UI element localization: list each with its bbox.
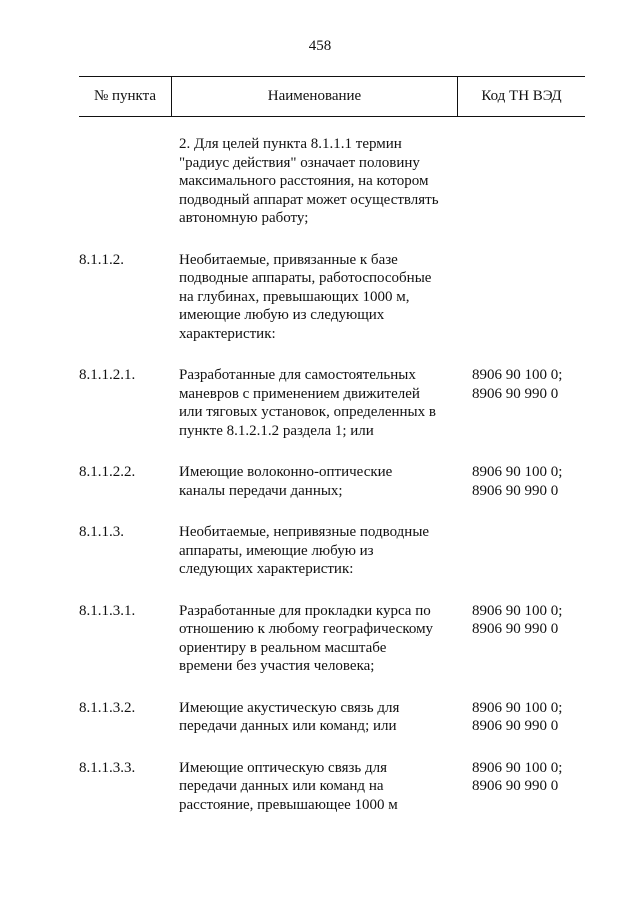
- tn-ved-code-line: 8906 90 990 0: [472, 621, 559, 637]
- header-name: Наименование: [172, 77, 458, 116]
- item-name: [179, 463, 464, 500]
- item-name-line: аппараты, имеющие любую из: [179, 542, 374, 559]
- item-name-line: передачи данных или команд; или: [179, 718, 397, 734]
- item-name-line: Имеющие оптическую связь для: [179, 759, 388, 776]
- tn-ved-code-line: 8906 90 990 0: [472, 778, 559, 794]
- tn-ved-code-line: 8906 90 100 0;: [472, 602, 563, 619]
- item-number: 8.1.1.2.: [79, 251, 124, 268]
- item-name-line: отношению к любому географическому: [179, 621, 434, 637]
- table-header: [79, 76, 585, 117]
- item-name-line: характеристик:: [179, 325, 276, 342]
- item-name-line: ориентиру в реальном масштабе: [179, 639, 387, 656]
- item-name-line: на глубинах, превышающих 1000 м,: [179, 288, 410, 305]
- table-row: [0, 602, 640, 676]
- table-row: [0, 759, 640, 815]
- item-name: [179, 135, 464, 228]
- item-name-line: Имеющие волоконно-оптические: [179, 464, 393, 480]
- table-row: [0, 366, 640, 440]
- item-name-line: или тяговых установок, определенных в: [179, 404, 436, 420]
- item-name: [179, 602, 464, 676]
- table-row: [0, 135, 640, 228]
- item-name-line: расстояние, превышающее 1000 м: [179, 796, 398, 813]
- item-name-line: имеющие любую из следующих: [179, 307, 385, 323]
- item-number: 8.1.1.3.3.: [79, 759, 136, 776]
- item-name: [179, 251, 464, 344]
- tn-ved-code: [464, 366, 608, 440]
- tn-ved-code: [464, 463, 608, 500]
- tn-ved-code: [464, 699, 608, 736]
- header-item-number: № пункта: [79, 77, 172, 116]
- tn-ved-code-line: 8906 90 100 0;: [472, 367, 563, 383]
- page-number: 458: [308, 38, 332, 54]
- item-name-line: подводный аппарат может осуществлять: [179, 191, 439, 208]
- tn-ved-code-line: 8906 90 100 0;: [472, 464, 563, 480]
- item-number: 8.1.1.3.: [79, 524, 124, 540]
- item-number: [0, 135, 179, 228]
- tn-ved-code-line: 8906 90 990 0: [472, 482, 559, 499]
- tn-ved-code-line: 8906 90 100 0;: [472, 759, 563, 776]
- table-row: [0, 523, 640, 579]
- tn-ved-code: [464, 135, 608, 228]
- item-name-line: 2. Для целей пункта 8.1.1.1 термин: [179, 136, 402, 152]
- item-name-line: Разработанные для прокладки курса по: [179, 602, 431, 619]
- item-name: [179, 759, 464, 815]
- table-row: [0, 463, 640, 500]
- item-name: [179, 699, 464, 736]
- item-name-line: Необитаемые, привязанные к базе: [179, 251, 398, 268]
- item-name-line: маневров с применением движителей: [179, 385, 420, 402]
- item-name-line: пункте 8.1.2.1.2 раздела 1; или: [179, 422, 374, 439]
- table-row: [0, 699, 640, 736]
- item-number: 8.1.1.3.1.: [79, 602, 136, 619]
- item-name-line: Имеющие акустическую связь для: [179, 699, 400, 716]
- item-name: [179, 523, 464, 579]
- item-number: 8.1.1.2.2.: [79, 464, 136, 480]
- tn-ved-code: [464, 523, 608, 579]
- item-name-line: подводные аппараты, работоспособные: [179, 270, 432, 286]
- item-name-line: каналы передачи данных;: [179, 482, 343, 499]
- item-number: 8.1.1.3.2.: [79, 699, 136, 716]
- item-name-line: передачи данных или команд на: [179, 778, 384, 794]
- item-name: [179, 366, 464, 440]
- item-name-line: следующих характеристик:: [179, 561, 354, 577]
- item-name-line: Разработанные для самостоятельных: [179, 367, 416, 383]
- item-name-line: "радиус действия" означает половину: [179, 154, 420, 171]
- tn-ved-code: [464, 251, 608, 344]
- item-name-line: времени без участия человека;: [179, 658, 375, 674]
- header-tn-ved-code: Код ТН ВЭД: [481, 88, 562, 104]
- item-number: 8.1.1.2.1.: [79, 367, 136, 383]
- tn-ved-code-line: 8906 90 100 0;: [472, 699, 563, 716]
- table-row: [0, 251, 640, 344]
- item-name-line: автономную работу;: [179, 210, 309, 226]
- tn-ved-code: [464, 759, 608, 815]
- table-body: [0, 135, 640, 837]
- item-name-line: максимального расстояния, на котором: [179, 173, 429, 189]
- tn-ved-code-line: 8906 90 990 0: [472, 385, 559, 402]
- tn-ved-code: [464, 602, 608, 676]
- item-name-line: Необитаемые, непривязные подводные: [179, 524, 430, 540]
- tn-ved-code-line: 8906 90 990 0: [472, 718, 559, 734]
